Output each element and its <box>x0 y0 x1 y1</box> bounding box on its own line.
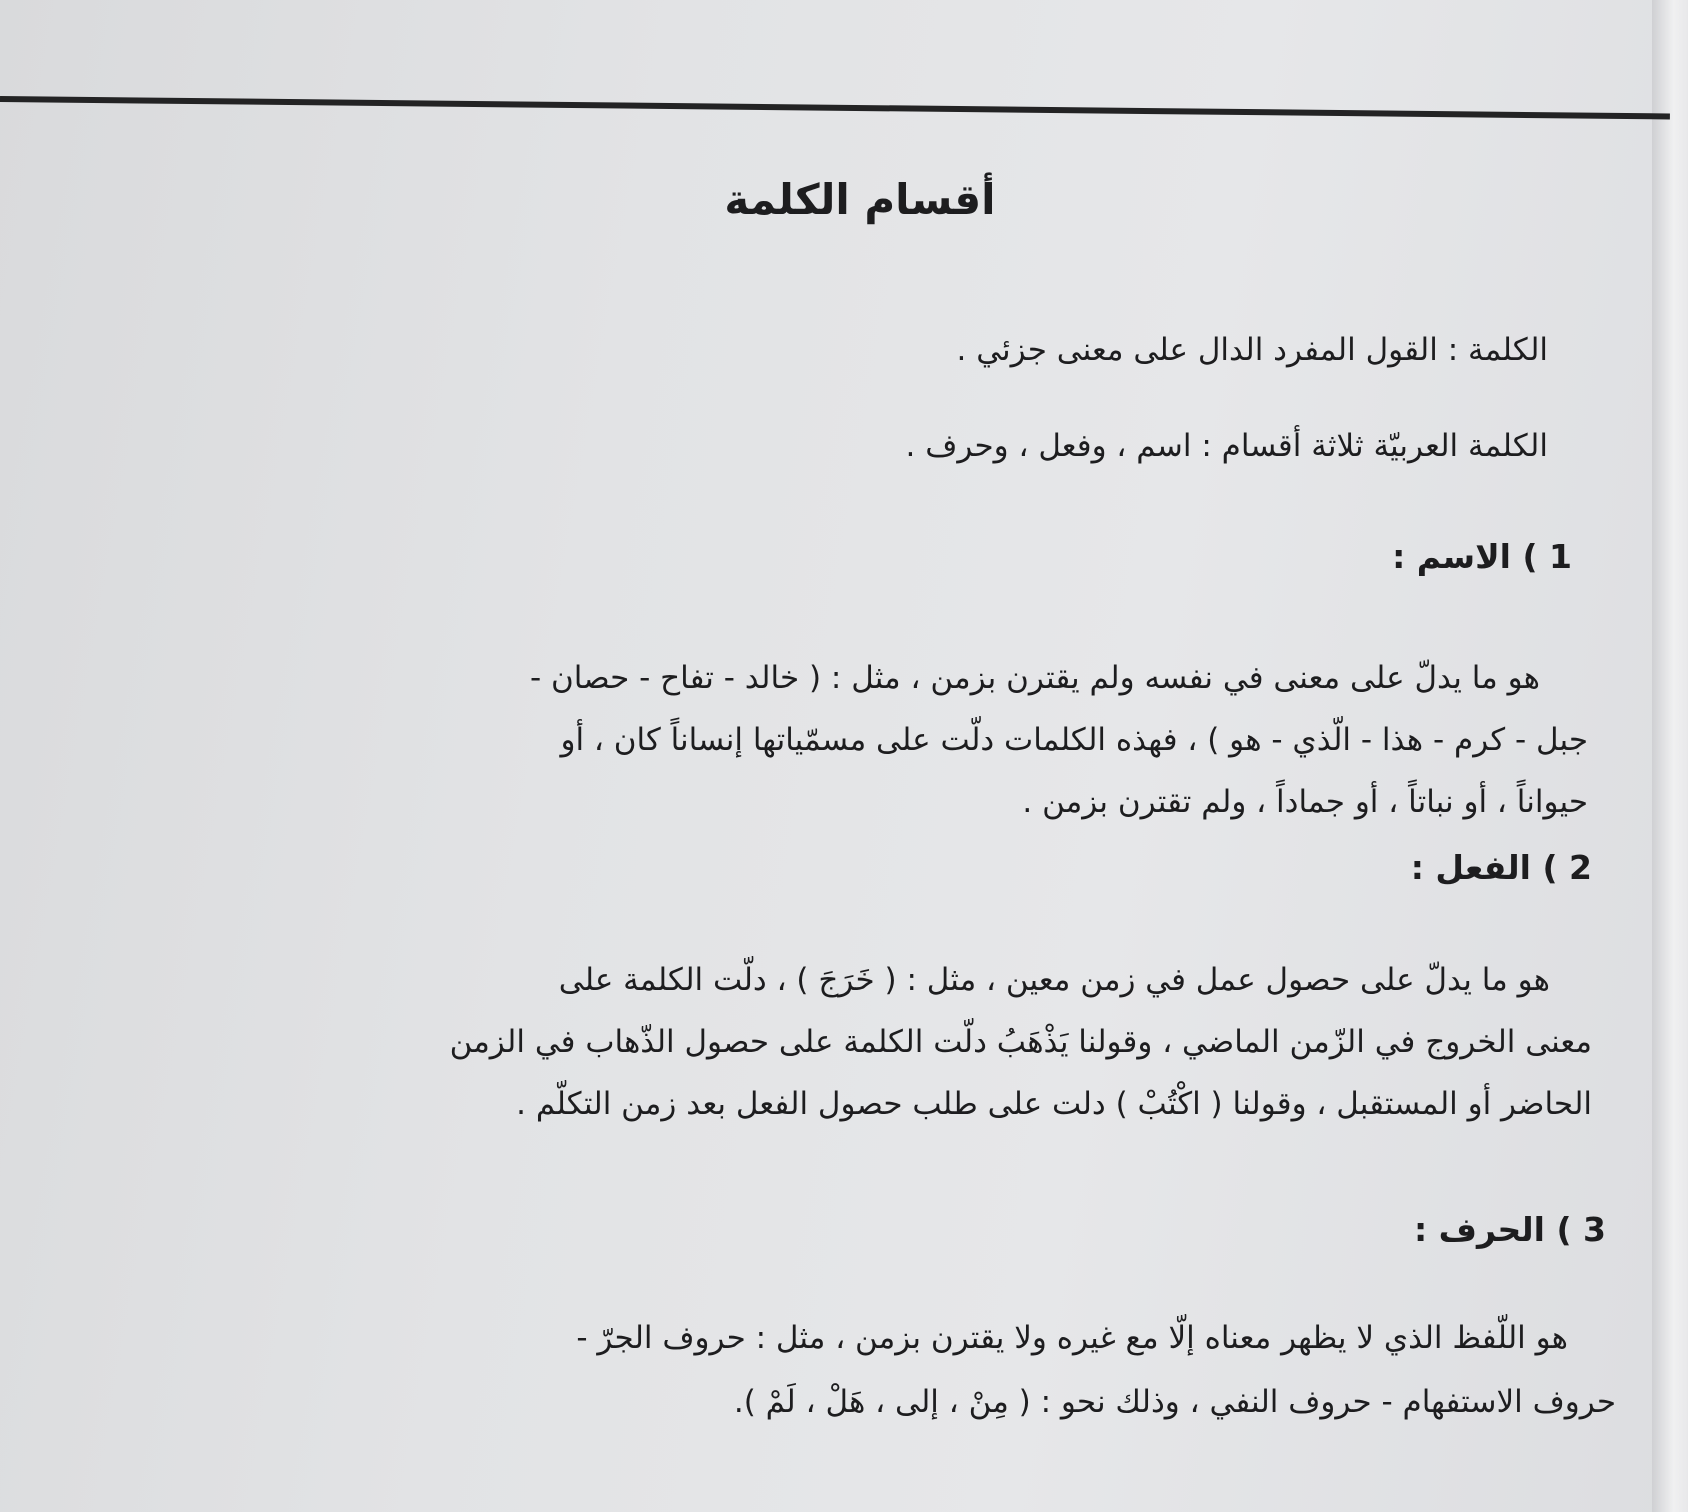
definition-line-2: الكلمة العربيّة ثلاثة أقسام : اسم ، وفعل ، وحرف . <box>905 428 1548 464</box>
particle-line-2: حروف الاستفهام - حروف النفي ، وذلك نحو : ( مِنْ ، إلى ، هَلْ ، لَمْ ). <box>733 1384 1616 1420</box>
verb-line-2: معنى الخروج في الزّمن الماضي ، وقولنا يَذْهَبُ دلّت الكلمة على حصول الذّهاب في الزمن <box>449 1024 1592 1060</box>
section-heading-particle: 3 ) الحرف : <box>1413 1210 1606 1249</box>
particle-line-1: هو اللّفظ الذي لا يظهر معناه إلّا مع غيره ولا يقترن بزمن ، مثل : حروف الجرّ - <box>576 1320 1568 1356</box>
section-heading-verb: 2 ) الفعل : <box>1410 848 1592 887</box>
page-title: أقسام الكلمة <box>724 175 996 224</box>
noun-line-2: جبل - كرم - هذا - الّذي - هو ) ، فهذه الكلمات دلّت على مسمّياتها إنساناً كان ، أو <box>560 722 1588 758</box>
noun-line-1: هو ما يدلّ على معنى في نفسه ولم يقترن بزمن ، مثل : ( خالد - تفاح - حصان - <box>529 660 1540 696</box>
verb-line-1: هو ما يدلّ على حصول عمل في زمن معين ، مثل : ( خَرَجَ ) ، دلّت الكلمة على <box>558 962 1550 998</box>
page-edge <box>1652 0 1688 1512</box>
verb-line-3: الحاضر أو المستقبل ، وقولنا ( اكْتُبْ ) دلت على طلب حصول الفعل بعد زمن التكلّم . <box>516 1086 1592 1122</box>
noun-line-3: حيواناً ، أو نباتاً ، أو جماداً ، ولم تقترن بزمن . <box>1022 784 1588 820</box>
definition-line-1: الكلمة : القول المفرد الدال على معنى جزئي . <box>956 332 1548 368</box>
top-rule <box>0 96 1670 119</box>
section-heading-noun: 1 ) الاسم : <box>1392 537 1572 576</box>
